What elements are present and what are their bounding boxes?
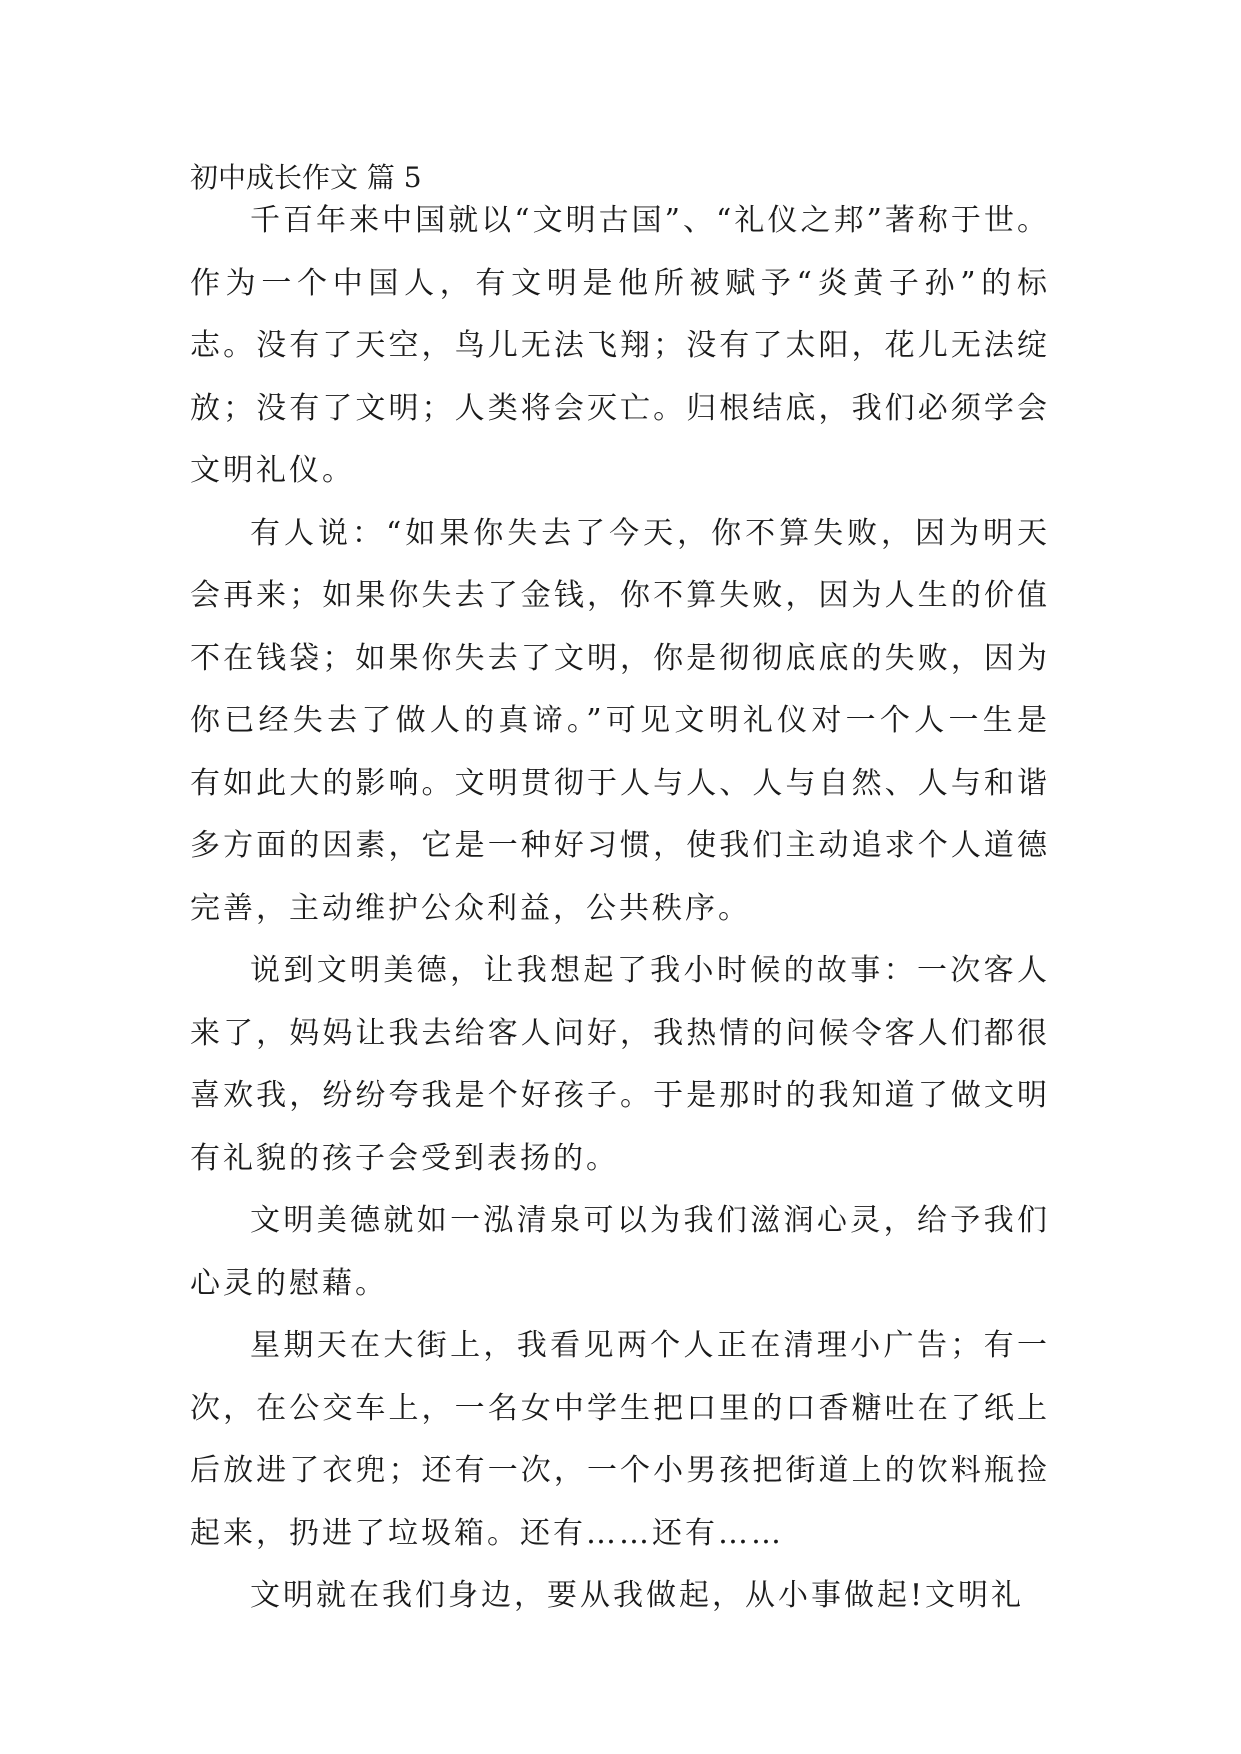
essay-title: 初中成长作文 篇 5 xyxy=(190,161,422,194)
paragraph-3: 说到文明美德，让我想起了我小时候的故事：一次客人来了，妈妈让我去给客人问好，我热情的问候令客人们都很喜欢我，纷纷夸我是个好孩子。于是那时的我知道了做文明有礼貌的孩子会受到表扬的。 xyxy=(190,953,1050,1176)
paragraph-6: 文明就在我们身边，要从我做起，从小事做起!文明礼 xyxy=(250,1578,1025,1613)
paragraph-1: 千百年来中国就以“文明古国”、“礼仪之邦”著称于世。作为一个中国人，有文明是他所被赋予“炎黄子孙”的标志。没有了天空，鸟儿无法飞翔；没有了太阳，花儿无法绽放；没有了文明；人类将会灭亡。归根结底，我们必须学会文明礼仪。 xyxy=(190,203,1050,488)
paragraph-4: 文明美德就如一泓清泉可以为我们滋润心灵，给予我们心灵的慰藉。 xyxy=(190,1203,1050,1301)
paragraph-5: 星期天在大街上，我看见两个人正在清理小广告；有一次，在公交车上，一名女中学生把口里的口香糖吐在了纸上后放进了衣兜；还有一次，一个小男孩把街道上的饮料瓶捡起来，扔进了垃圾箱。还有……还有…… xyxy=(190,1328,1050,1551)
paragraph-2: 有人说：“如果你失去了今天，你不算失败，因为明天会再来；如果你失去了金钱，你不算失败，因为人生的价值不在钱袋；如果你失去了文明，你是彻彻底底的失败，因为你已经失去了做人的真谛。”可见文明礼仪对一个人一生是有如此大的影响。文明贯彻于人与人、人与自然、人与和谐多方面的因素，它是一种好习惯，使我们主动追求个人道德完善，主动维护公众利益，公共秩序。 xyxy=(190,515,1050,926)
essay-body xyxy=(190,190,1050,1628)
